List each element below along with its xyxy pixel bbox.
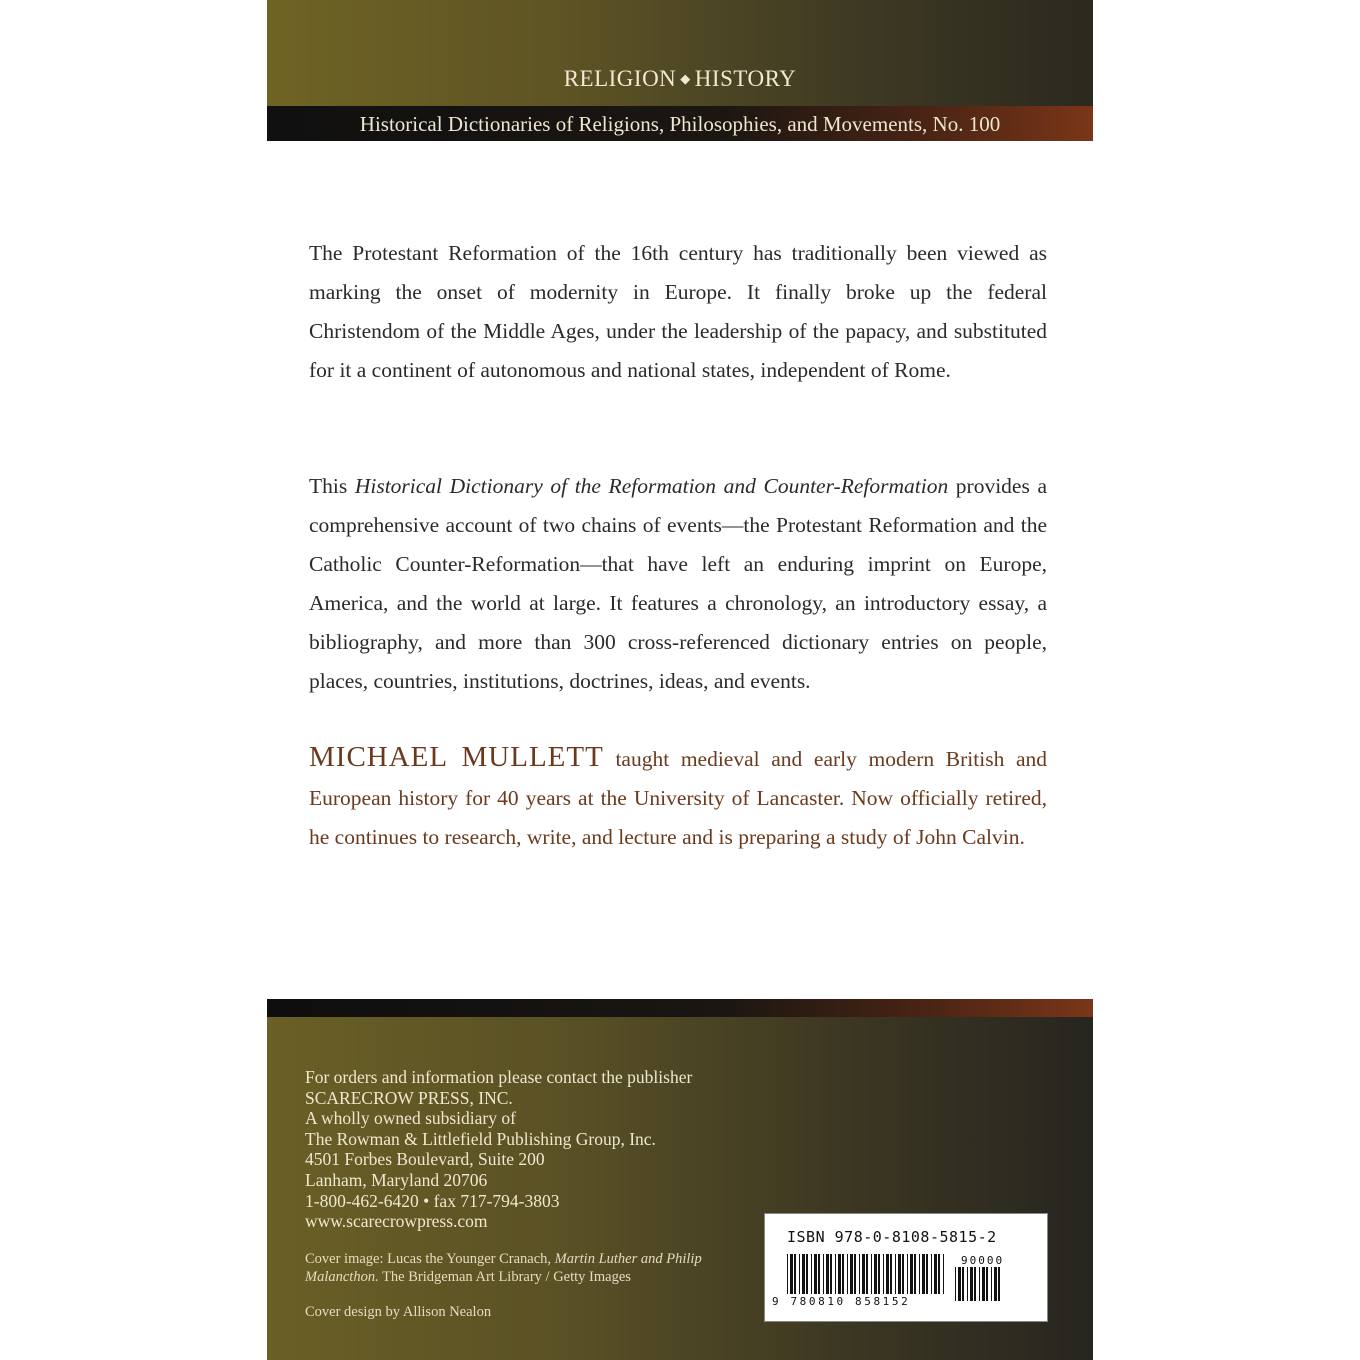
barcode-stripe	[943, 1254, 944, 1294]
barcode-stripe	[922, 1254, 925, 1294]
barcode-stripe	[802, 1254, 805, 1294]
barcode-stripe	[823, 1254, 824, 1294]
barcode-stripe	[907, 1254, 908, 1294]
barcode-stripe	[962, 1267, 964, 1301]
barcode-stripe	[998, 1267, 1000, 1301]
barcode-stripe	[974, 1267, 976, 1301]
credit-prefix: Cover image: Lucas the Younger Cranach,	[305, 1251, 555, 1267]
credit-suffix: The Bridgeman Art Library / Getty Images	[378, 1269, 631, 1285]
barcode-digits: 9 780810 858152	[772, 1295, 911, 1308]
publisher-website: www.scarecrowpress.com	[305, 1211, 488, 1232]
publisher-subsidiary: A wholly owned subsidiary of	[305, 1108, 516, 1129]
publisher-info	[305, 1067, 692, 1232]
credit-title-2: Malancthon.	[305, 1269, 379, 1285]
book-back-cover	[267, 0, 1093, 1360]
barcode-stripe	[902, 1254, 904, 1294]
barcode-stripe	[919, 1254, 920, 1294]
author-bio-text: taught medieval and early modern British and European history for 40 years at the University of Lancaster. Now officially retired, he continues to research, write, and lecture and is preparing a study of John Calvin.	[309, 747, 1047, 849]
barcode-stripe	[910, 1254, 913, 1294]
barcode-stripe	[967, 1267, 968, 1301]
diamond-icon: ◆	[680, 71, 691, 86]
barcode-stripe	[871, 1254, 872, 1294]
barcode-stripe	[854, 1254, 856, 1294]
category-religion: RELIGION	[563, 66, 677, 91]
paragraph-2-prefix: This	[309, 474, 355, 498]
barcode-stripe	[895, 1254, 896, 1294]
barcode-stripe	[862, 1254, 865, 1294]
barcode-bars	[787, 1254, 949, 1294]
barcode-stripe	[883, 1254, 884, 1294]
barcode-stripe	[859, 1254, 860, 1294]
barcode-stripe	[986, 1267, 988, 1301]
author-bio	[309, 738, 1047, 857]
barcode-stripe	[934, 1254, 937, 1294]
book-title: Historical Dictionary of the Reformation and Counter-Reformation	[354, 474, 949, 498]
barcode-stripe	[866, 1254, 868, 1294]
barcode-stripe	[842, 1254, 844, 1294]
barcode-stripe	[955, 1267, 956, 1301]
barcode-stripe	[982, 1267, 985, 1301]
series-title: Historical Dictionaries of Religions, Philosophies, and Movements, No. 100	[359, 112, 1001, 136]
barcode-stripe	[898, 1254, 901, 1294]
publisher-address-2: Lanham, Maryland 20706	[305, 1169, 488, 1190]
publisher-name: SCARECROW PRESS, INC.	[305, 1087, 513, 1108]
barcode-stripe	[991, 1267, 992, 1301]
author-name: MICHAEL MULLETT	[309, 741, 604, 773]
publisher-parent: The Rowman & Littlefield Publishing Group, Inc.	[305, 1128, 656, 1149]
isbn-barcode	[764, 1213, 1048, 1322]
barcode-stripe	[787, 1254, 788, 1294]
barcode-stripe	[835, 1254, 836, 1294]
category-history: HISTORY	[694, 66, 797, 91]
barcode-stripe	[814, 1254, 817, 1294]
barcode-stripe	[970, 1267, 973, 1301]
barcode-stripe	[806, 1254, 808, 1294]
barcode-stripe	[878, 1254, 880, 1294]
credit-title-1: Martin Luther and Philip	[554, 1251, 702, 1267]
barcode-stripe	[838, 1254, 841, 1294]
barcode-stripe	[847, 1254, 848, 1294]
barcode-stripe	[994, 1267, 997, 1301]
barcode-stripe	[931, 1254, 932, 1294]
barcode-stripe	[874, 1254, 877, 1294]
isbn-number: ISBN 978-0-8108-5815-2	[787, 1228, 997, 1246]
cover-design-credit: Cover design by Allison Nealon	[305, 1304, 492, 1320]
price-code: 90000	[961, 1254, 1005, 1267]
barcode-stripe	[890, 1254, 892, 1294]
publisher-phone: 1-800-462-6420 • fax 717-794-3803	[305, 1190, 560, 1211]
barcode-stripe	[914, 1254, 916, 1294]
barcode-stripe	[811, 1254, 812, 1294]
barcode-stripe	[799, 1254, 800, 1294]
barcode-stripe	[790, 1254, 793, 1294]
barcode-stripe	[958, 1267, 961, 1301]
credit-line-2	[305, 1268, 702, 1286]
cover-image-credit	[305, 1250, 702, 1286]
description-paragraph-2	[309, 467, 1047, 701]
barcode-stripe	[850, 1254, 853, 1294]
barcode-stripe	[826, 1254, 829, 1294]
credit-line-1	[305, 1250, 702, 1268]
publisher-address-1: 4501 Forbes Boulevard, Suite 200	[305, 1149, 545, 1170]
barcode-stripe	[979, 1267, 980, 1301]
barcode-stripe	[926, 1254, 928, 1294]
category-label	[267, 66, 1093, 92]
publisher-intro: For orders and information please contact the publisher	[305, 1067, 693, 1087]
paragraph-2-rest: provides a comprehensive account of two chains of events—the Protestant Reformation and the Catholic Counter-Reformation—that have left an enduring imprint on Europe, America, and the world at large. It features a chronology, an introductory essay, a bibliography, and more than 300 cross-referenced dictionary entries on people, places, countries, institutions, doctrines, ideas, and events.	[309, 474, 1047, 693]
description-paragraph-1: The Protestant Reformation of the 16th century has traditionally been viewed as marking the onset of modernity in Europe. It finally broke up the federal Christendom of the Middle Ages, under the leadership of the papacy, and substituted for it a continent of autonomous and national states, independent of Rome.	[309, 241, 1047, 382]
barcode-stripe	[938, 1254, 940, 1294]
barcode-addon-bars	[955, 1267, 1007, 1301]
barcode-stripe	[830, 1254, 832, 1294]
barcode-stripe	[818, 1254, 820, 1294]
barcode-stripe	[886, 1254, 889, 1294]
barcode-stripe	[794, 1254, 796, 1294]
bottom-strip	[267, 999, 1093, 1017]
